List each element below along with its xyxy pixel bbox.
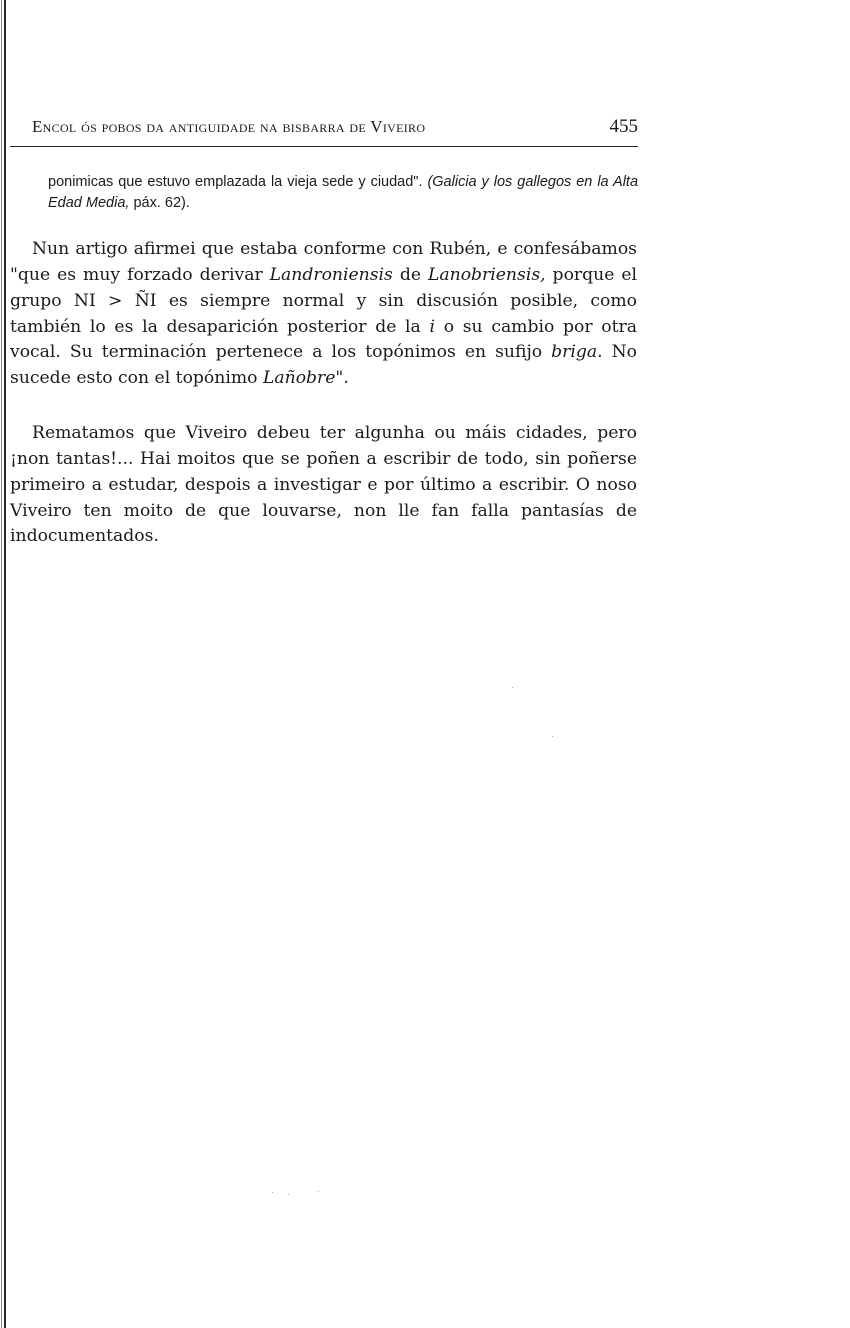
scan-speck [318, 1191, 319, 1192]
scan-speck [552, 736, 553, 737]
header-rule [10, 146, 638, 147]
page-number: 455 [609, 116, 638, 137]
p1-text-1: Nun artigo afirmei que estaba conforme con Rubén, e confesábamos "que es muy forzado derivar [10, 239, 637, 285]
p1-italic-i: i [429, 316, 435, 337]
p1-italic-landroniensis: Landroniensis [269, 264, 393, 285]
p1-text-2: de [392, 264, 428, 285]
p1-text-3: porque el grupo NI > ÑI es siempre normal y sin discusión posible, como también lo es la desaparición posterior de la [10, 264, 637, 337]
footnote-text: ponimicas que estuvo emplazada la vieja sede y ciudad". [48, 174, 428, 190]
paragraph-1 [10, 237, 637, 392]
p1-italic-lanobre: Lañobre". [262, 368, 349, 389]
paragraph-2 [10, 421, 637, 550]
footnote-page-ref: páx. 62). [129, 195, 190, 211]
running-title: Encol ós pobos da antiguidade na bisbarra de Viveiro [32, 117, 426, 136]
scan-speck [272, 1192, 273, 1193]
scan-speck [512, 687, 513, 688]
p1-italic-briga: briga. [551, 342, 603, 363]
page-header [32, 116, 638, 144]
footnote [48, 172, 638, 214]
p1-italic-lanobriensis: Lanobriensis, [427, 264, 546, 285]
scan-edge-shadow [1, 0, 2, 1328]
scan-binding-edge [4, 0, 6, 1328]
scan-speck [288, 1194, 289, 1195]
p1-text-4: o su cambio por otra vocal. Su terminación pertenece a los topónimos en sufijo [10, 316, 637, 363]
footnote-citation: (Galicia y los gallegos en la Alta Edad Media, [48, 174, 639, 211]
p2-text: Rematamos que Viveiro debeu ter algunha ou máis cidades, pero ¡non tantas!... Hai moitos que se poñen a escribir de todo, sin poñerse primeiro a estudar, despois a investigar e por último a escribir. O noso Viveiro ten moito de que louvarse, non lle fan falla pantasías de indocumentados. [10, 423, 637, 547]
p1-text-5: No sucede esto con el topónimo [10, 342, 637, 389]
